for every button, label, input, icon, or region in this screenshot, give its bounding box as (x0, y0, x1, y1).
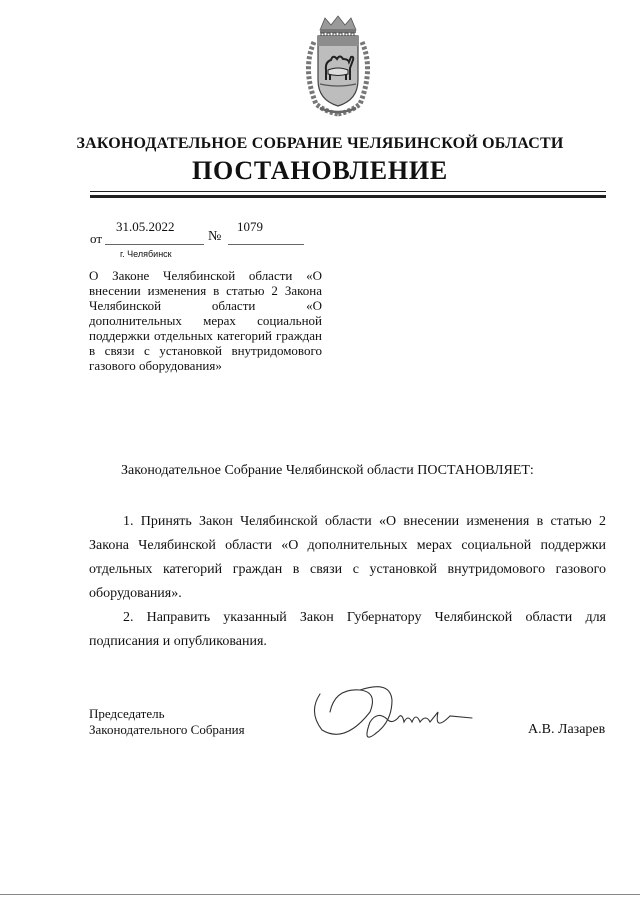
handwritten-signature-icon (300, 672, 490, 750)
signatory-position-line1: Председатель (89, 706, 165, 721)
list-item: 1. Принять Закон Челябинской области «О внесении изменения в статью 2 Закона Челябинской области «О дополнительных мерах социальной поддержки отдельных категорий граждан в связи с установкой внутридомового газового оборудования». (89, 514, 606, 601)
date-prefix: от (90, 231, 103, 246)
date-underline (105, 244, 204, 245)
coat-of-arms-emblem-icon (298, 14, 378, 118)
header-divider-thick (90, 195, 606, 198)
city-label: г. Челябинск (120, 249, 172, 259)
organization-title: ЗАКОНОДАТЕЛЬНОЕ СОБРАНИЕ ЧЕЛЯБИНСКОЙ ОБЛАСТИ (76, 135, 564, 152)
document-date: 31.05.2022 (116, 219, 175, 234)
signatory-position-line2: Законодательного Собрания (89, 722, 245, 737)
number-underline (228, 244, 304, 245)
signatory-position (89, 706, 245, 738)
page-bottom-edge (0, 894, 640, 895)
document-type-title: ПОСТАНОВЛЕНИЕ (191, 156, 449, 185)
number-sign: № (208, 229, 222, 244)
list-item: 2. Направить указанный Закон Губернатору Челябинской области для подписания и опубликования. (89, 610, 606, 649)
document-number: 1079 (237, 219, 263, 234)
document-subject: О Законе Челябинской области «О внесении изменения в статью 2 Закона Челябинской области «О дополнительных мерах социальной поддержки отдельных категорий граждан в связи с установкой внутридомового газового оборудования» (89, 268, 322, 373)
signatory-name: А.В. Лазарев (528, 722, 606, 737)
preamble: Законодательное Собрание Челябинской области ПОСТАНОВЛЯЕТ: (121, 463, 534, 478)
header-divider-thin (90, 191, 606, 192)
